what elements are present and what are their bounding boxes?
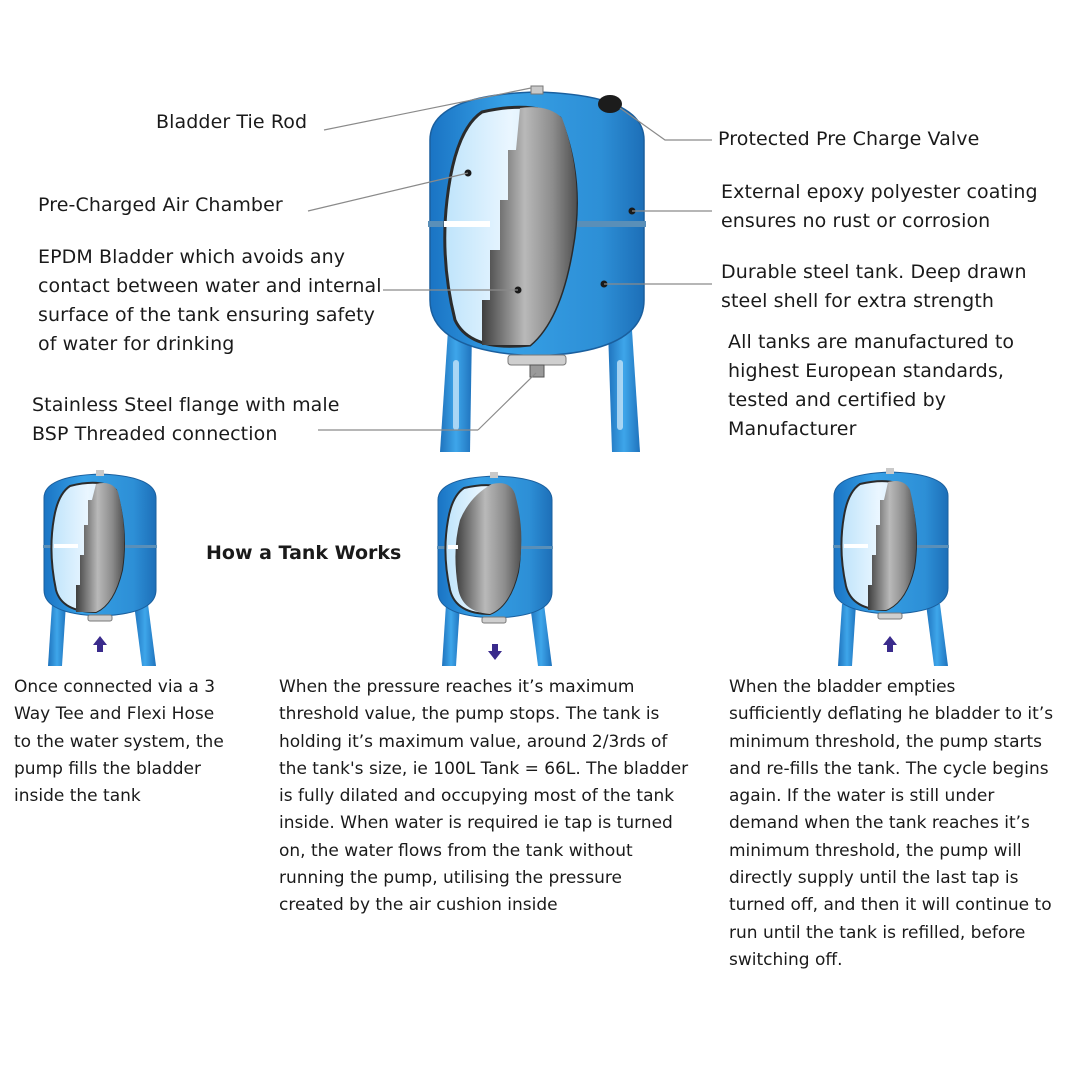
label-steel <box>721 258 1027 316</box>
standards-line: All tanks are manufactured to <box>728 331 1015 353</box>
stage1-line: pump fills the bladder <box>14 758 201 779</box>
label-valve <box>718 125 979 154</box>
bladder-line: EPDM Bladder which avoids any <box>38 246 346 268</box>
main-tank-tie-rod <box>531 86 543 94</box>
valve-text: Protected Pre Charge Valve <box>718 128 980 150</box>
label-standards <box>728 328 1014 444</box>
tie-rod-text: Bladder Tie Rod <box>156 111 308 133</box>
standards-line: Manufacturer <box>728 418 857 440</box>
bladder-line: surface of the tank ensuring safety <box>38 304 376 326</box>
stage3-line: switching off. <box>729 949 843 970</box>
flange-line: BSP Threaded connection <box>32 423 278 445</box>
stage2-line: threshold value, the pump stops. The tank is <box>279 704 660 725</box>
stage2-line: the tank's size, ie 100L Tank = 66L. The bladder <box>279 758 689 779</box>
stage2-arrow-down <box>488 644 502 660</box>
coating-line: ensures no rust or corrosion <box>721 210 991 232</box>
stage3-line: and re-fills the tank. The cycle begins <box>729 758 1049 779</box>
bladder-line: of water for drinking <box>38 333 235 355</box>
stage1-arrow-up <box>93 636 107 652</box>
stage3-line: directly supply until the last tap is <box>729 868 1019 889</box>
stage3-arrow-up <box>883 636 897 652</box>
stage3-line: sufficiently deflating he bladder to it’s <box>729 704 1054 725</box>
stage3-line: When the bladder empties <box>729 677 956 697</box>
stage2-line: is fully dilated and occupying most of the tank <box>279 786 675 807</box>
flange-line: Stainless Steel flange with male <box>32 394 340 416</box>
stage2-description <box>279 674 688 920</box>
main-tank-valve <box>598 95 622 113</box>
stage2-line: When the pressure reaches it’s maximum <box>279 677 635 697</box>
stage1-line: Way Tee and Flexi Hose <box>14 704 215 725</box>
stage3-line: turned off, and then it will continue to <box>729 895 1052 916</box>
label-flange <box>32 391 340 449</box>
main-tank <box>428 86 646 452</box>
label-bladder <box>38 243 382 359</box>
label-tie-rod <box>156 108 307 137</box>
stage2-line: inside. When water is required ie tap is turned <box>279 813 673 834</box>
stage1-description <box>14 674 224 810</box>
main-tank-flange <box>508 355 566 365</box>
stage1-line: inside the tank <box>14 786 141 807</box>
stage1-line: to the water system, the <box>14 731 224 752</box>
steel-line: steel shell for extra strength <box>721 290 995 312</box>
main-tank-right-leg <box>608 330 640 452</box>
stage2-line: on, the water flows from the tank without <box>279 840 633 861</box>
stage3-line: again. If the water is still under <box>729 786 995 807</box>
stage2-line: running the pump, utilising the pressure <box>279 868 622 889</box>
stage3-line: demand when the tank reaches it’s <box>729 813 1030 834</box>
stage2-line: holding it’s maximum value, around 2/3rds of <box>279 731 668 752</box>
standards-line: tested and certified by <box>728 389 947 411</box>
steel-line: Durable steel tank. Deep drawn <box>721 261 1027 283</box>
stage2-line: created by the air cushion inside <box>279 895 558 916</box>
stage1-line: Once connected via a 3 <box>14 677 216 697</box>
small-tank-2 <box>437 472 553 666</box>
small-tank-3 <box>833 468 949 666</box>
coating-line: External epoxy polyester coating <box>721 181 1038 203</box>
stage3-line: minimum threshold, the pump will <box>729 840 1022 861</box>
stage3-description <box>729 674 1053 974</box>
standards-line: highest European standards, <box>728 360 1004 382</box>
stage3-line: run until the tank is refilled, before <box>729 922 1026 943</box>
bladder-line: contact between water and internal <box>38 275 382 297</box>
label-coating <box>721 178 1038 236</box>
stage3-line: minimum threshold, the pump starts <box>729 731 1043 752</box>
section-heading: How a Tank Works <box>206 542 402 564</box>
label-air-chamber <box>38 191 283 220</box>
air-chamber-text: Pre-Charged Air Chamber <box>38 194 283 216</box>
